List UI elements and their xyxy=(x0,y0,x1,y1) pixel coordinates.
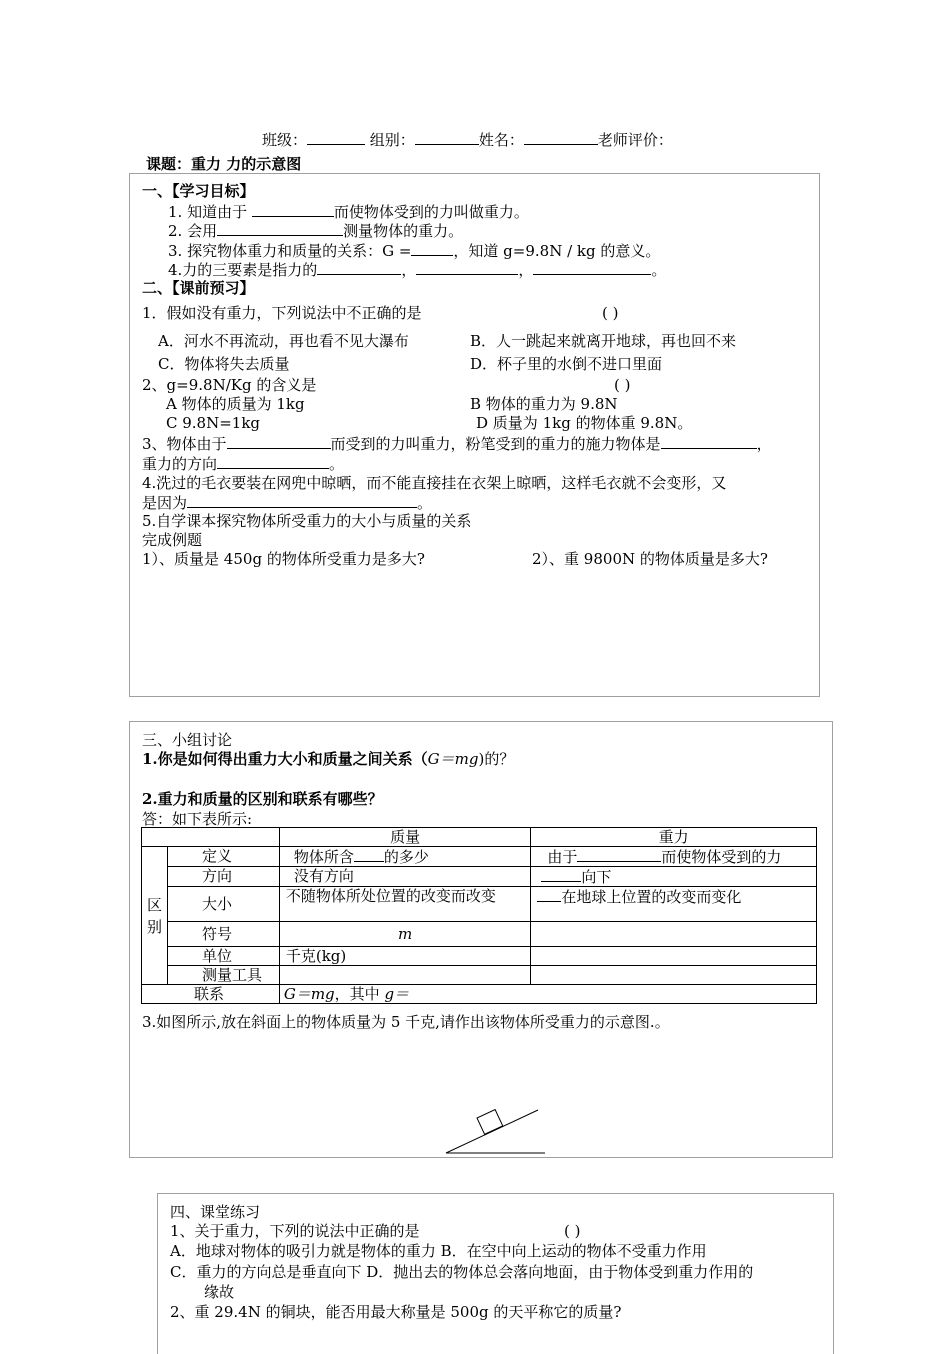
grav-def-blank[interactable] xyxy=(577,847,661,862)
relation-cell: G＝mg，其中 g＝ xyxy=(279,985,816,1004)
grav-dir-blank[interactable] xyxy=(541,867,581,882)
relation-label: 联系 xyxy=(142,985,280,1004)
cell-grav-dir: 向下 xyxy=(531,867,817,887)
discussion-q3: 3.如图所示,放在斜面上的物体质量为 5 千克,请作出该物体所受重力的示意图.。 xyxy=(142,1013,670,1031)
practice-q1-options-cd-cont: 缘故 xyxy=(204,1283,235,1301)
table-row xyxy=(142,966,817,985)
practice-q1: 1、关于重力，下列的说法中正确的是 xyxy=(170,1222,420,1240)
teacher-eval-label: 老师评价： xyxy=(597,131,673,149)
cell-grav-unit xyxy=(531,947,817,966)
section4-title: 四、课堂练习 xyxy=(170,1203,261,1221)
incline-diagram xyxy=(440,1100,550,1160)
preview-q3-line1: 3、物体由于 而受到的力叫重力，粉笔受到的重力的施力物体是 ， xyxy=(142,435,772,453)
preview-q1-option-d[interactable]: D．杯子里的水倒不进口里面 xyxy=(470,355,663,373)
preview-q2-option-c[interactable]: C 9.8N=1kg xyxy=(166,414,261,432)
preview-q2-option-a[interactable]: A 物体的质量为 1kg xyxy=(166,395,305,413)
row-label: 定义 xyxy=(167,847,279,867)
preview-q5: 5.自学课本探究物体所受重力的大小与质量的关系 xyxy=(142,512,472,530)
table-row xyxy=(142,887,817,922)
goal-item-1: 1. 知道由于 而使物体受到的力叫做重力。 xyxy=(168,203,529,221)
cell-grav-def: 由于 而使物体受到的力 xyxy=(531,847,817,867)
q4-blank[interactable] xyxy=(187,493,417,508)
row-label: 测量工具 xyxy=(167,966,279,985)
q3-blank-1[interactable] xyxy=(227,434,331,449)
goal-4-blank-1[interactable] xyxy=(317,260,401,275)
table-row xyxy=(142,867,817,887)
class-blank[interactable] xyxy=(307,130,365,145)
cell-mass-tool xyxy=(279,966,531,985)
goal-4-blank-2[interactable] xyxy=(416,260,518,275)
discussion-answer: 答：如下表所示: xyxy=(142,810,253,828)
goal-item-4: 4.力的三要素是指力的 ， ， 。 xyxy=(168,261,667,279)
grav-size-blank[interactable] xyxy=(537,887,561,902)
mass-def-blank[interactable] xyxy=(354,847,384,862)
table-relation-row xyxy=(142,985,817,1004)
topic-title: 课题：重力 力的示意图 xyxy=(146,155,302,173)
preview-q2-option-d[interactable]: D 质量为 1kg 的物体重 9.8N。 xyxy=(476,414,693,432)
preview-q3-line2: 重力的方向 。 xyxy=(142,455,345,473)
cell-mass-def: 物体所含 的多少 xyxy=(279,847,531,867)
name-blank[interactable] xyxy=(524,130,598,145)
row-label: 方向 xyxy=(167,867,279,887)
discussion-q1: 1.你是如何得出重力大小和质量之间关系（G＝mg)的？ xyxy=(142,750,515,768)
practice-q1-options-ab[interactable]: A．地球对物体的吸引力就是物体的重力 B．在空中向上运动的物体不受重力作用 xyxy=(170,1242,707,1260)
preview-q1-option-c[interactable]: C．物体将失去质量 xyxy=(158,355,290,373)
practice-q2: 2、重 29.4N 的铜块，能否用最大称量是 500g 的天平称它的质量? xyxy=(170,1303,622,1321)
table-row xyxy=(142,947,817,966)
goal-2-blank[interactable] xyxy=(217,221,343,236)
goal-item-3: 3. 探究物体重力和质量的关系：G = ，知道 g=9.8N / kg 的意义。 xyxy=(168,242,661,260)
name-label: 姓名： xyxy=(478,131,524,149)
preview-q2: 2、g=9.8N/Kg 的含义是 xyxy=(142,376,317,394)
q3-blank-2[interactable] xyxy=(661,434,757,449)
goal-3-blank[interactable] xyxy=(411,241,453,256)
preview-q2-option-b[interactable]: B 物体的重力为 9.8N xyxy=(470,395,618,413)
section2-title: 二、【课前预习】 xyxy=(142,279,255,297)
cell-mass-unit: 千克(kg) xyxy=(279,947,531,966)
group-blank[interactable] xyxy=(415,130,479,145)
class-label: 班级： xyxy=(262,131,308,149)
preview-q4-line1: 4.洗过的毛衣要装在网兜中晾晒，而不能直接挂在衣架上晾晒，这样毛衣就不会变形，又 xyxy=(142,474,727,492)
practice-q1-bracket: ( ) xyxy=(564,1222,581,1240)
header-info-line xyxy=(262,130,673,149)
cell-mass-symbol: m xyxy=(279,922,531,947)
cell-grav-symbol xyxy=(531,922,817,947)
table-header-row xyxy=(142,828,817,847)
col-header-mass: 质量 xyxy=(279,828,531,847)
discussion-q2: 2.重力和质量的区别和联系有哪些？ xyxy=(142,790,383,808)
row-label: 大小 xyxy=(167,887,279,922)
preview-q1-bracket: ( ) xyxy=(602,304,619,322)
table-row xyxy=(142,847,817,867)
cell-mass-dir: 没有方向 xyxy=(279,867,531,887)
col-header-gravity: 重力 xyxy=(531,828,817,847)
cell-grav-tool xyxy=(531,966,817,985)
preview-q1-option-a[interactable]: A．河水不再流动，再也看不见大瀑布 xyxy=(158,332,409,350)
section1-title: 一、【学习目标】 xyxy=(142,182,255,200)
table-row xyxy=(142,922,817,947)
q3-blank-3[interactable] xyxy=(217,454,329,469)
section3-title: 三、小组讨论 xyxy=(142,731,233,749)
row-label: 单位 xyxy=(167,947,279,966)
example-1: 1）、质量是 450g 的物体所受重力是多大? xyxy=(142,550,425,568)
preview-q1-option-b[interactable]: B．人一跳起来就离开地球，再也回不来 xyxy=(470,332,737,350)
goal-4-blank-3[interactable] xyxy=(533,260,651,275)
goal-item-2: 2. 会用 测量物体的重力。 xyxy=(168,222,464,240)
examples-title: 完成例题 xyxy=(142,531,203,549)
preview-q1: 1．假如没有重力，下列说法中不正确的是 xyxy=(142,304,422,322)
preview-q2-bracket: ( ) xyxy=(614,376,631,394)
cell-mass-size: 不随物体所处位置的改变而改变 xyxy=(279,887,531,922)
mass-gravity-table xyxy=(141,827,817,1004)
block-on-incline[interactable] xyxy=(477,1110,503,1135)
practice-q1-options-cd[interactable]: C．重力的方向总是垂直向下 D．抛出去的物体总会落向地面，由于物体受到重力作用的 xyxy=(170,1263,754,1281)
preview-q4-line2: 是因为 。 xyxy=(142,494,433,512)
group-label: 组别： xyxy=(369,131,415,149)
row-label: 符号 xyxy=(167,922,279,947)
group-label-cell: 区 别 xyxy=(142,847,168,985)
goal-1-blank[interactable] xyxy=(252,202,334,217)
example-2: 2）、重 9800N 的物体质量是多大? xyxy=(532,550,768,568)
cell-grav-size: 在地球上位置的改变而变化 xyxy=(531,887,817,922)
